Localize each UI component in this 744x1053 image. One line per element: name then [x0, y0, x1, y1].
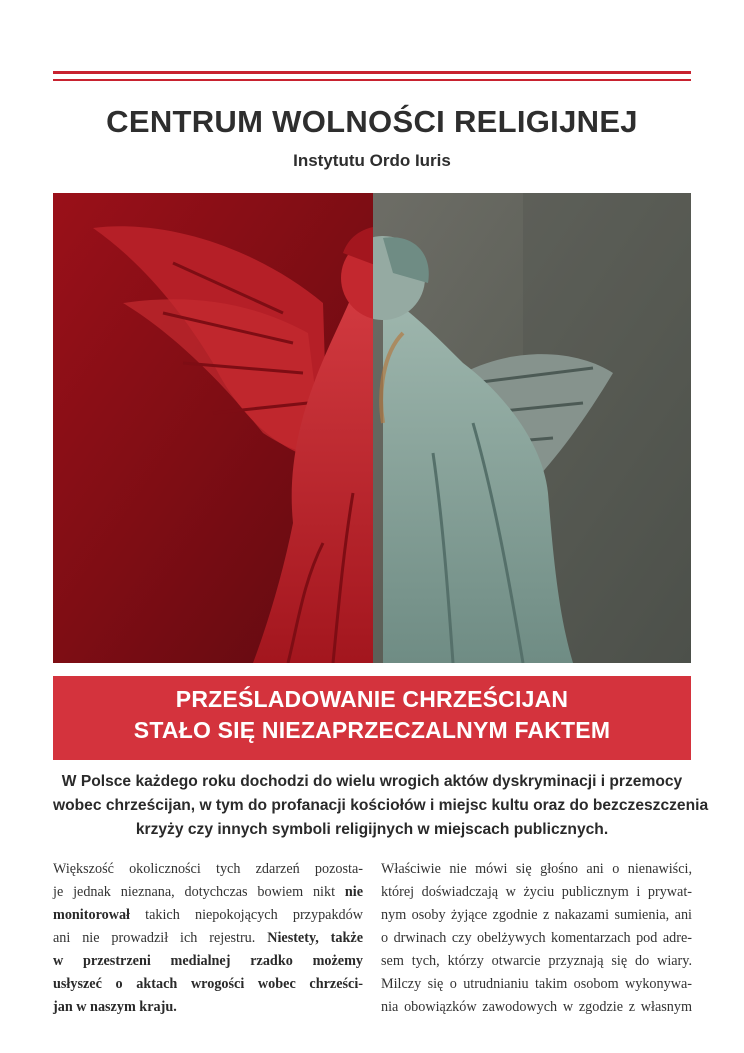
- body-column-left: [53, 858, 363, 1019]
- headline-banner: [53, 676, 691, 760]
- text-line: nia obowiązków zawodowych w zgodzie z własnym: [381, 999, 692, 1015]
- headline-line-2: STAŁO SIĘ NIEZAPRZECZALNYM FAKTEM: [133, 717, 611, 743]
- lead-paragraph: [53, 770, 709, 842]
- text-line: je jednak nieznana, dotychczas bowiem nikt nie: [53, 884, 363, 900]
- text-line: ani nie prowadził ich rejestru. Niestety, także: [53, 930, 363, 946]
- text-line: usłyszeć o aktach wrogości wobec chrześci-: [53, 976, 363, 992]
- text-line: w przestrzeni medialnej rzadko możemy: [53, 953, 363, 969]
- page-subtitle: Instytutu Ordo Iuris: [293, 151, 451, 170]
- top-rule: [53, 71, 691, 74]
- text-line: Milczy się o utrudnianiu takim osobom wykonywa-: [381, 976, 692, 992]
- text-line: której doświadczają w życiu publicznym i prywat-: [381, 884, 692, 900]
- top-rule-thin: [53, 79, 691, 81]
- lead-line: W Polsce każdego roku dochodzi do wielu wrogich aktów dyskryminacji i przemocy: [61, 773, 683, 790]
- text-line: Większość okoliczności tych zdarzeń pozosta-: [53, 861, 363, 877]
- text-line: Właściwie nie mówi się głośno ani o nienawiści,: [381, 861, 692, 877]
- text-line: jan w naszym kraju.: [53, 999, 177, 1015]
- lead-line: wobec chrześcijan, w tym do profanacji kościołów i miejsc kultu oraz do bezczeszczenia: [53, 797, 709, 814]
- text-line: nym osoby żyjące zgodnie z nakazami sumienia, ani: [381, 907, 692, 923]
- text-line: monitorował takich niepokojących przypakdów: [53, 907, 363, 923]
- headline-line-1: PRZEŚLADOWANIE CHRZEŚCIJAN: [175, 686, 569, 712]
- text-line: o drwinach czy obelżywych komentarzach pod adre-: [381, 930, 692, 946]
- lead-line: krzyży czy innych symboli religijnych w miejscach publicznych.: [135, 821, 609, 838]
- body-column-right: [381, 858, 692, 1019]
- page-title: CENTRUM WOLNOŚCI RELIGIJNEJ: [106, 104, 638, 139]
- text-line: sem tych, którzy otwarcie przyznają się do wiary.: [381, 953, 692, 969]
- angel-statue-photo: [53, 193, 691, 663]
